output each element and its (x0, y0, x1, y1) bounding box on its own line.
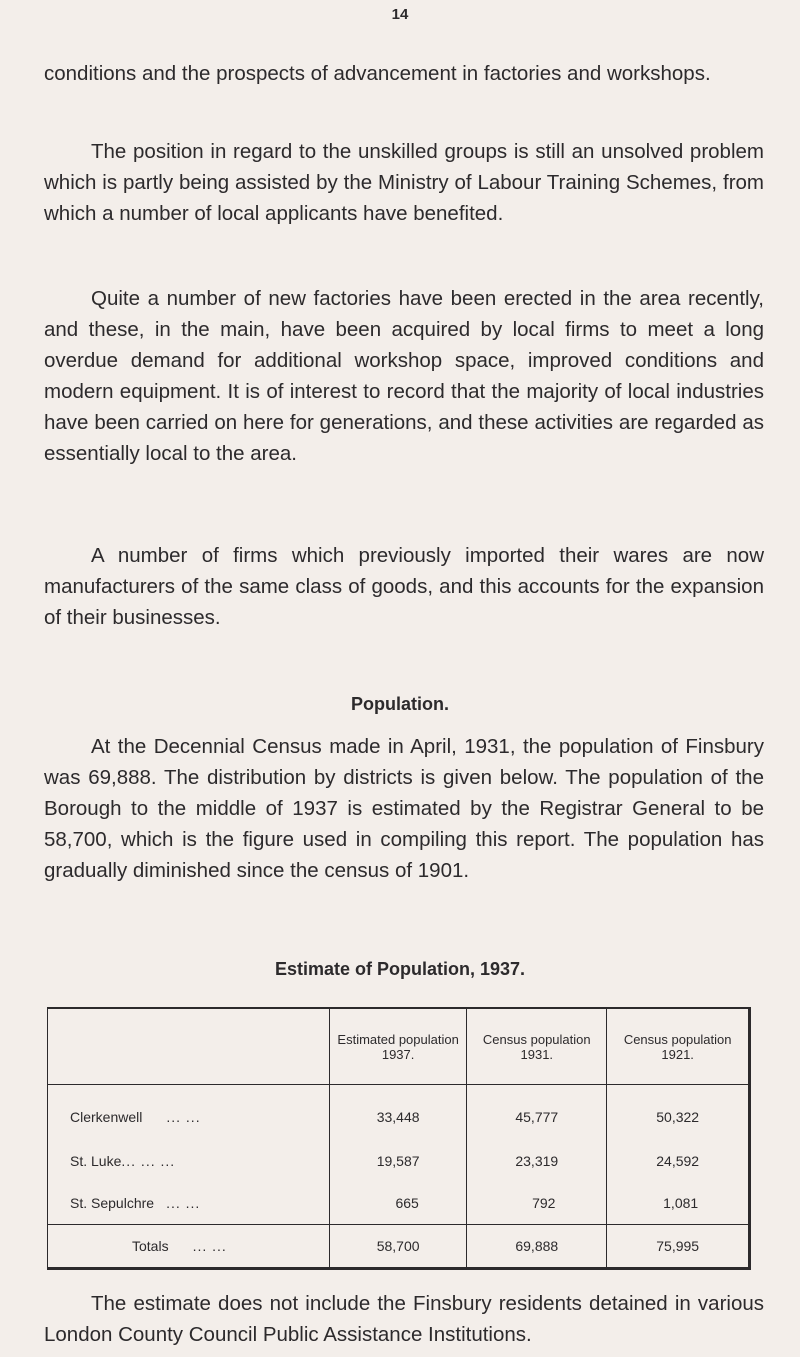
est-1937-cell: 665 (330, 1182, 467, 1225)
header-district (48, 1009, 330, 1085)
district-name: Clerkenwell (70, 1109, 143, 1126)
paragraph-unskilled-groups: The position in regard to the unskilled groups is still an unsolved problem which is partly being assisted by the Ministry of Labour Training Schemes, from which a number of local applicants have benefited. (44, 140, 764, 225)
leader-dots: ... ... ... (121, 1152, 176, 1169)
paragraph-firms: A number of firms which previously imported their wares are now manufacturers of the same class of goods, and this accounts for the expansion of their businesses. (44, 544, 764, 629)
header-census-1921: Census population 1921. (607, 1009, 748, 1085)
table-totals-row (48, 1224, 748, 1267)
paragraph-conditions: conditions and the prospects of advancement in factories and workshops. (44, 62, 711, 85)
district-cell (48, 1085, 330, 1140)
district-name: St. Luke (70, 1152, 122, 1169)
leader-dots: ... ... (166, 1109, 201, 1126)
census-1931-cell: 792 (467, 1182, 607, 1225)
district-cell (48, 1140, 330, 1182)
est-1937-cell: 19,587 (330, 1140, 467, 1182)
table-row (48, 1140, 748, 1182)
header-estimated-1937: Estimated population 1937. (330, 1009, 467, 1085)
totals-label: Totals (132, 1237, 169, 1254)
page-number: 14 (391, 6, 409, 23)
table-title: Estimate of Population, 1937. (274, 959, 526, 979)
district-cell (48, 1182, 330, 1225)
header-census-1931: Census population 1931. (467, 1009, 607, 1085)
leader-dots: ... ... (166, 1194, 201, 1211)
table-row (48, 1085, 748, 1140)
census-1931-cell: 45,777 (467, 1085, 607, 1140)
census-1921-cell: 50,322 (607, 1085, 748, 1140)
population-table (47, 1007, 751, 1270)
total-census-1931-cell: 69,888 (467, 1224, 607, 1267)
paragraph-population: At the Decennial Census made in April, 1931, the population of Finsbury was 69,888. The distribution by districts is given below. The population of the Borough to the middle of 1937 is estimated by the Registrar General to be 58,700, which is the figure used in compiling this report. The population has gradually diminished since the census of 1901. (44, 735, 764, 882)
table-header-row (48, 1009, 748, 1085)
table-row (48, 1182, 748, 1225)
total-census-1921-cell: 75,995 (607, 1224, 748, 1267)
population-heading: Population. (351, 694, 449, 714)
district-name: St. Sepulchre (70, 1194, 155, 1211)
footnote: The estimate does not include the Finsbury residents detained in various London County Council Public Assistance Institutions. (44, 1292, 764, 1346)
census-1921-cell: 1,081 (607, 1182, 748, 1225)
census-1921-cell: 24,592 (607, 1140, 748, 1182)
paragraph-new-factories: Quite a number of new factories have been erected in the area recently, and these, in the main, have been acquired by local firms to meet a long overdue demand for additional workshop space, improved conditions and modern equipment. It is of interest to record that the majority of local industries have been carried on here for generations, and these activities are regarded as essentially local to the area. (44, 287, 764, 465)
total-est-1937-cell: 58,700 (330, 1224, 467, 1267)
totals-cell (48, 1224, 330, 1267)
leader-dots: ... ... (192, 1237, 227, 1254)
est-1937-cell: 33,448 (330, 1085, 467, 1140)
census-1931-cell: 23,319 (467, 1140, 607, 1182)
